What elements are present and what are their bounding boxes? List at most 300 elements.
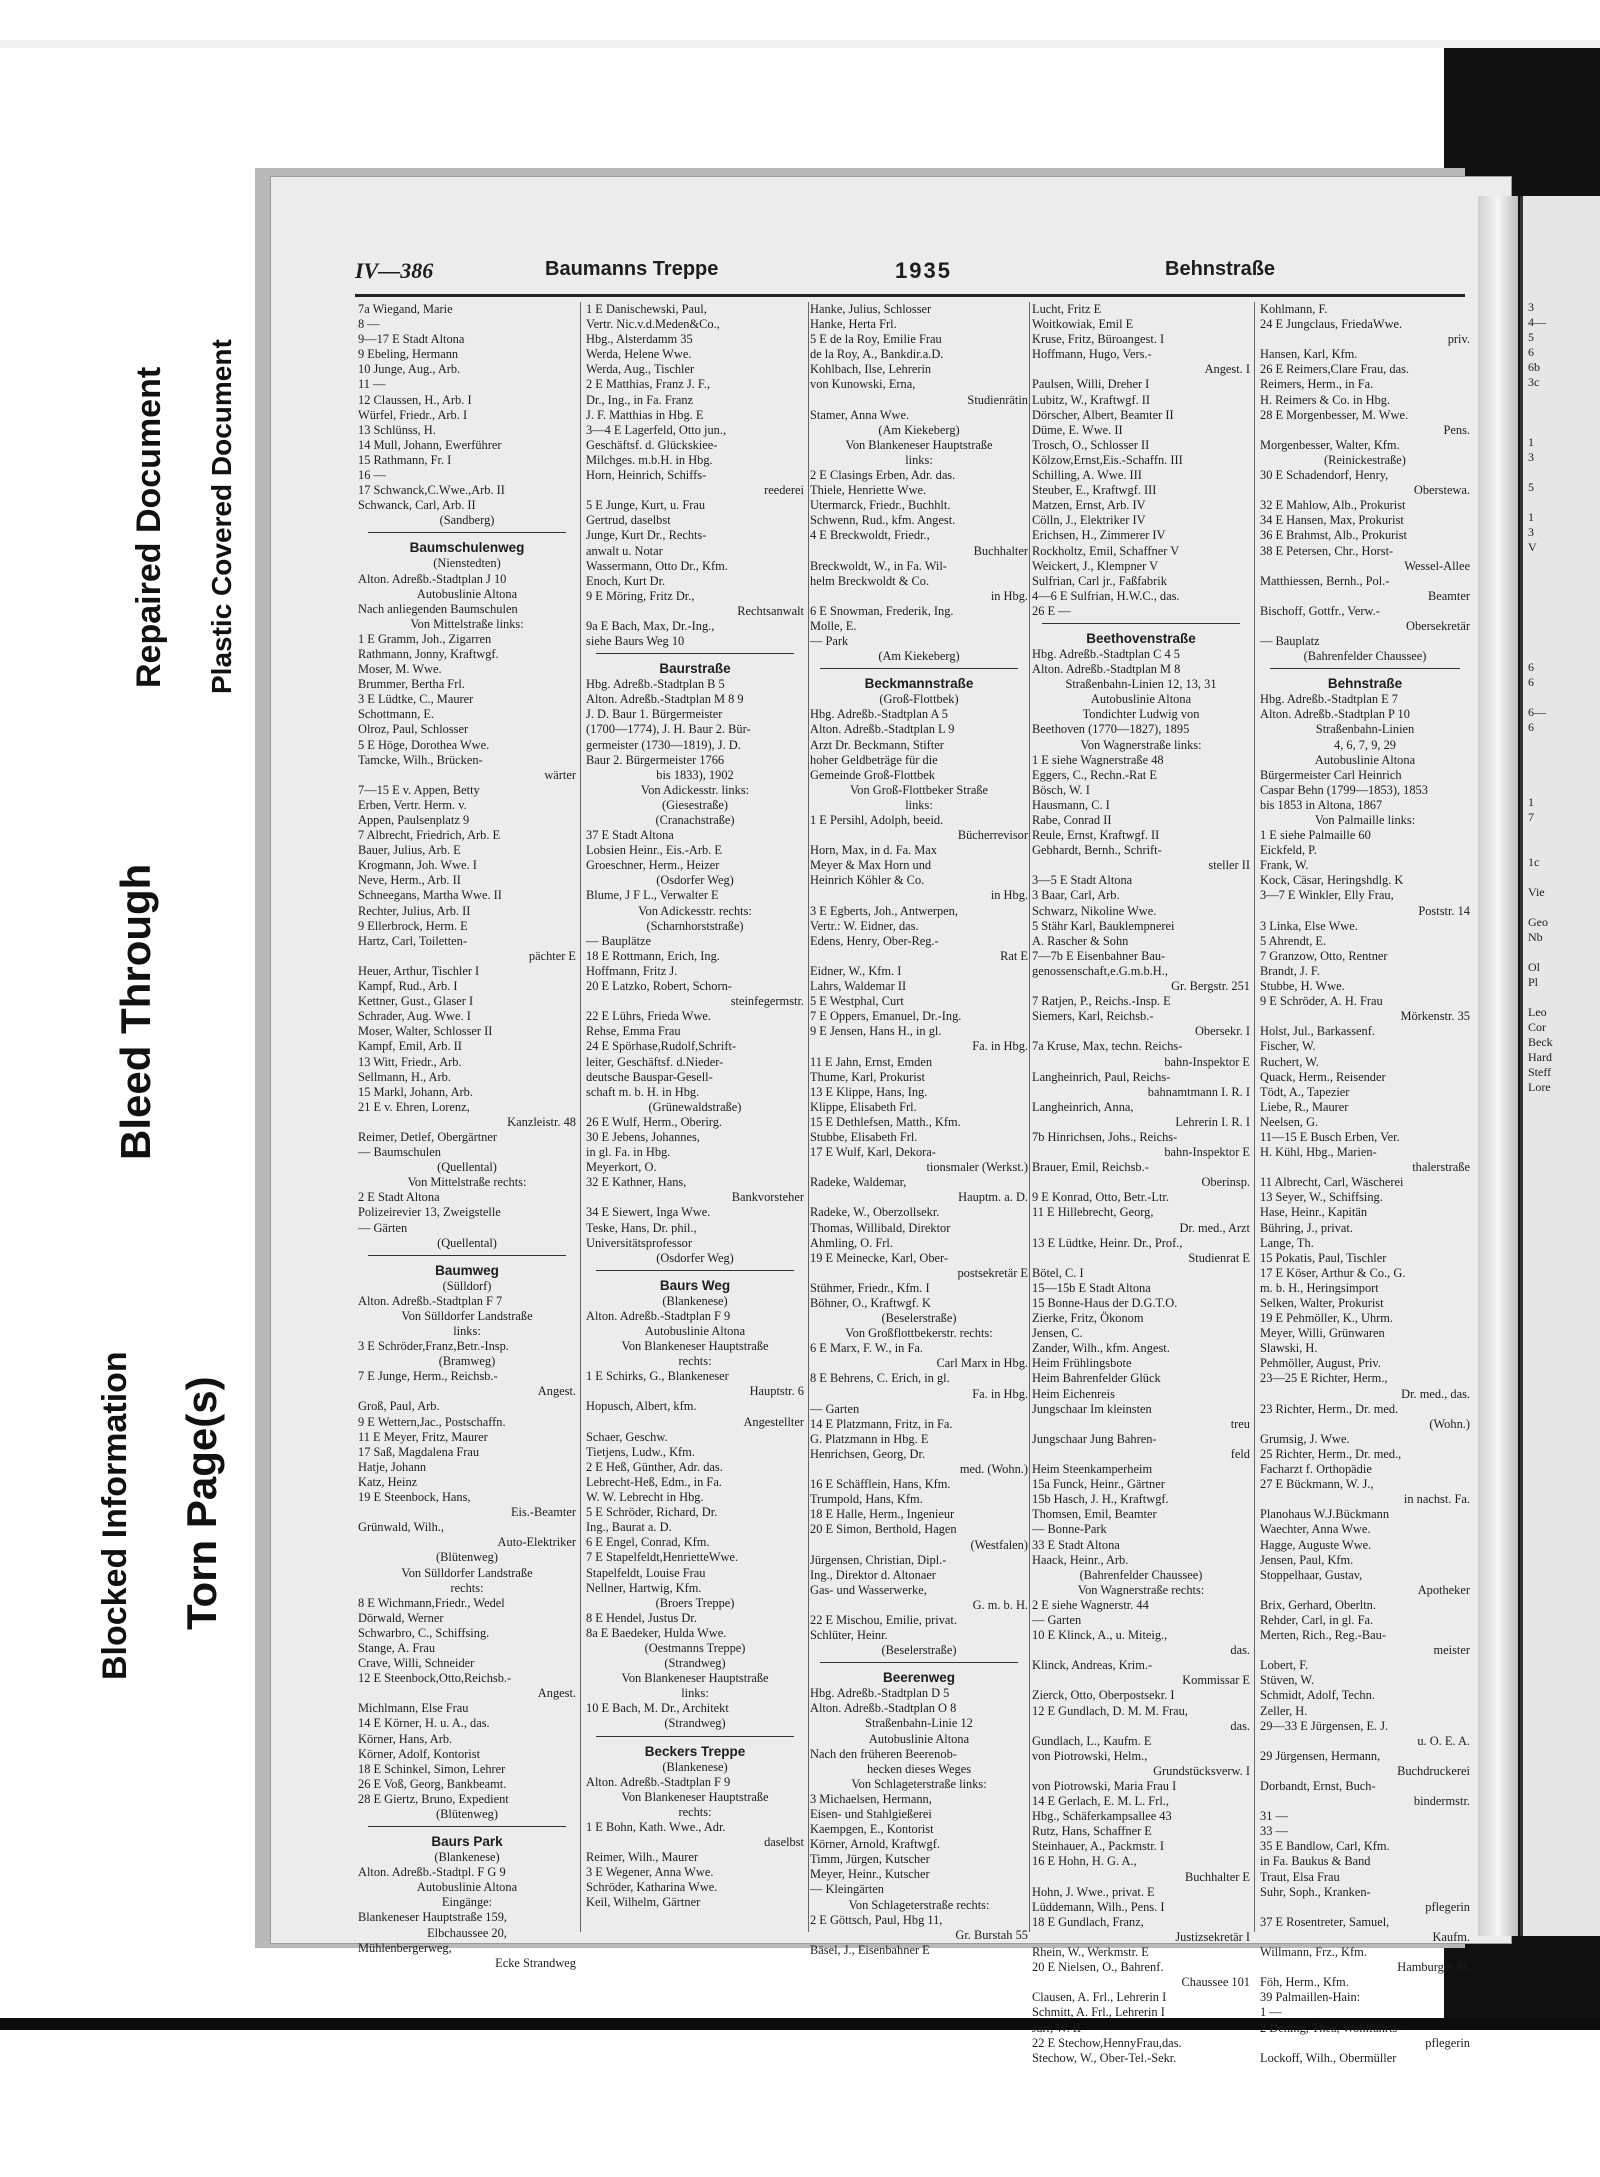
directory-entry: Hoffmann, Hugo, Vers.- (1032, 347, 1152, 362)
directory-entry: Von Großflottbekerstr. rechts: (845, 1326, 993, 1341)
directory-entry: Stechow, W., Ober-Tel.-Sekr. (1032, 2050, 1177, 2065)
directory-entry: 8 E Hendel, Justus Dr. (586, 1610, 697, 1625)
directory-entry: (Am Kiekeberg) (878, 422, 960, 437)
directory-entry: (Quellental) (437, 1235, 497, 1250)
directory-entry: siehe Baurs Weg 10 (586, 634, 685, 649)
directory-entry: Von Adickesstr. links: (640, 782, 750, 797)
directory-entry: Oberstewa. (1413, 483, 1470, 498)
directory-entry: 13 Seyer, W., Schiffsing. (1260, 1190, 1383, 1205)
column-divider (1029, 302, 1030, 1932)
directory-entry: Willmann, Frz., Kfm. (1260, 1945, 1367, 1960)
directory-entry: (Quellental) (437, 1160, 497, 1175)
facing-page-fragment: Steff (1528, 1065, 1552, 1079)
directory-entry: 20 E Simon, Berthold, Hagen (810, 1522, 957, 1537)
directory-entry: 15a Funck, Heinr., Gärtner (1032, 1477, 1165, 1492)
directory-entry: Bauer, Julius, Arb. E (358, 843, 461, 858)
directory-entry: Hbg. Adreßb.-Stadtplan D 5 (810, 1686, 950, 1701)
directory-entry: Autobuslinie Altona (868, 1731, 970, 1746)
directory-entry: 11 E Meyer, Fritz, Maurer (358, 1429, 488, 1444)
directory-entry: Mörkenstr. 35 (1400, 1009, 1470, 1024)
directory-entry: Haack, Heinr., Arb. (1032, 1552, 1129, 1567)
directory-entry: 16 — (358, 468, 386, 483)
directory-entry: Straßenbahn-Linien (1315, 722, 1415, 737)
directory-entry: Polizeirevier 13, Zweigstelle (358, 1205, 501, 1220)
directory-entry: Kaempgen, E., Kontorist (810, 1822, 934, 1837)
directory-entry: 34 E Siewert, Inga Wwe. (586, 1205, 711, 1220)
directory-entry: 3 Baar, Carl, Arb. (1032, 888, 1120, 903)
facing-page-fragment (1528, 585, 1598, 600)
directory-entry: 7 E Junge, Herm., Reichsb.- (358, 1369, 498, 1384)
facing-page-fragment: 6b (1528, 360, 1540, 374)
directory-column-4 (1032, 302, 1250, 2066)
directory-entry: Hbg. Adreßb.-Stadtplan A 5 (810, 707, 949, 722)
facing-page-fragment (1528, 495, 1598, 510)
directory-entry: Alton. Adreßb.-Stadtplan F 9 (586, 1774, 731, 1789)
column-divider (1254, 302, 1255, 1932)
directory-entry: Edens, Henry, Ober-Reg.- (810, 933, 939, 948)
directory-entry: Lebrecht-Heß, Edm., in Fa. (586, 1474, 722, 1489)
directory-entry: Nach den früheren Beerenob- (810, 1746, 957, 1761)
directory-entry: (Strandweg) (664, 1716, 726, 1731)
directory-entry: Gebhardt, Bernh., Schrift- (1032, 843, 1162, 858)
directory-entry: Planohaus W.J.Bückmann (1260, 1507, 1390, 1522)
directory-entry: Meyerkort, O. (586, 1160, 657, 1175)
directory-entry: 7 E Oppers, Emanuel, Dr.-Ing. (810, 1009, 962, 1024)
directory-entry: Hbg., Schäferkampsallee 43 (1032, 1809, 1172, 1824)
directory-entry: 28 E Giertz, Bruno, Expedient (358, 1791, 509, 1806)
directory-entry: Schwarbro, C., Schiffsing. (358, 1625, 490, 1640)
directory-entry: Alton. Adreßb.-Stadtplan J 10 (358, 571, 507, 586)
directory-entry: Angest. I (1204, 362, 1250, 377)
directory-entry: 3 Michaelsen, Hermann, (810, 1791, 932, 1806)
directory-entry: Jungschaar Jung Bahren- (1032, 1431, 1157, 1446)
directory-entry: 7 Albrecht, Friedrich, Arb. E (358, 828, 501, 843)
directory-entry: 3—4 E Lagerfeld, Otto jun., (586, 422, 727, 437)
directory-entry: Justizsekretär I (1175, 1929, 1250, 1944)
directory-entry: Gas- und Wasserwerke, (810, 1582, 927, 1597)
directory-entry: 9 Ellerbrock, Herm. E (358, 918, 468, 933)
directory-entry: Thiele, Henriette Wwe. (810, 483, 927, 498)
directory-entry: 7a Wiegand, Marie (358, 302, 453, 316)
directory-entry: anwalt u. Notar (586, 543, 663, 558)
directory-entry: Paulsen, Willi, Dreher I (1032, 377, 1150, 392)
facing-page-fragment: 4— (1528, 315, 1546, 329)
directory-entry: Quack, Herm., Reisender (1260, 1069, 1386, 1084)
directory-entry: (Osdorfer Weg) (656, 873, 734, 888)
directory-entry: Gundlach, L., Kaufm. E (1032, 1733, 1152, 1748)
directory-entry: 24 E Spörhase,Rudolf,Schrift- (586, 1039, 737, 1054)
directory-entry: Zierck, Otto, Oberpostsekr. I (1032, 1688, 1175, 1703)
directory-entry: G. Platzmann in Hbg. E (810, 1431, 929, 1446)
directory-entry: von Piotrowski, Maria Frau I (1032, 1779, 1177, 1793)
directory-entry: Molle, E. (810, 618, 857, 633)
directory-entry: Hamburger St. (1397, 1960, 1470, 1975)
directory-entry: 14 E Gerlach, E. M. L. Frl., (1032, 1794, 1169, 1809)
directory-entry: Stange, A. Frau (358, 1640, 436, 1655)
directory-entry: Keil, Wilhelm, Gärtner (586, 1895, 701, 1910)
facing-page-fragment (1528, 840, 1598, 855)
directory-entry: Nellner, Hartwig, Kfm. (586, 1580, 702, 1595)
directory-entry: Hbg. Adreßb.-Stadtplan B 5 (586, 677, 725, 692)
directory-entry: Liebe, R., Maurer (1260, 1099, 1349, 1114)
directory-entry: Böhner, O., Kraftwgf. K (810, 1296, 931, 1310)
directory-entry: Reimer, Wilh., Maurer (586, 1850, 698, 1865)
directory-entry: Hausmann, C. I (1032, 797, 1110, 812)
directory-entry: Oberinsp. (1201, 1175, 1250, 1190)
directory-entry: 36 E Brahmst, Alb., Prokurist (1260, 528, 1407, 543)
directory-entry: Caspar Behn (1799—1853), 1853 (1260, 782, 1428, 797)
directory-entry: Heim Frühlingsbote (1032, 1356, 1132, 1371)
directory-entry: 11—15 E Busch Erben, Ver. (1260, 1129, 1400, 1144)
facing-page-fragment (1528, 990, 1598, 1005)
label-repaired-document: Repaired Document (130, 366, 168, 688)
directory-entry: W. W. Lebrecht in Hbg. (586, 1490, 704, 1505)
directory-entry: bahnamtmann I. R. I (1147, 1084, 1250, 1099)
directory-entry: Wessel-Allee (1404, 558, 1470, 573)
directory-entry: feld (1230, 1446, 1250, 1461)
directory-entry: 30 E Schadendorf, Henry, (1260, 468, 1389, 483)
directory-entry: 4, 6, 7, 9, 29 (1334, 737, 1396, 752)
directory-entry: Buchhalter E (1184, 1869, 1250, 1884)
directory-entry: Lobsien Heinr., Eis.-Arb. E (586, 843, 722, 858)
directory-entry: Stubbe, H. Wwe. (1260, 979, 1345, 994)
directory-entry: 25 Richter, Herm., Dr. med., (1260, 1446, 1402, 1461)
directory-entry: tionsmaler (Werkst.) (926, 1160, 1028, 1175)
facing-page-fragment: Nb (1528, 930, 1543, 944)
directory-entry: Bürgermeister Carl Heinrich (1260, 767, 1402, 782)
facing-page-fragment (1528, 600, 1598, 615)
directory-entry: Stühmer, Friedr., Kfm. I (810, 1280, 930, 1295)
directory-entry: Trosch, O., Schlosser II (1032, 437, 1150, 452)
directory-entry: Chaussee 101 (1181, 1975, 1250, 1990)
directory-entry: Fischer, W. (1260, 1039, 1316, 1054)
directory-entry: Merten, Rich., Reg.-Bau- (1260, 1628, 1386, 1643)
directory-entry: Michlmann, Else Frau (358, 1701, 469, 1716)
facing-page-fragment: Pl (1528, 975, 1539, 989)
directory-entry: G. m. b. H. (972, 1597, 1028, 1612)
directory-entry: Alton. Adreßb.-Stadtplan L 9 (810, 722, 955, 737)
directory-entry: Reule, Ernst, Kraftwgf. II (1032, 828, 1160, 843)
directory-entry: 7—15 E v. Appen, Betty (358, 782, 480, 797)
directory-entry: Erichsen, H., Zimmerer IV (1032, 528, 1166, 543)
directory-entry: Schilling, A. Wwe. III (1032, 468, 1142, 483)
directory-entry: Hbg. Adreßb.-Stadtplan C 4 5 (1032, 646, 1180, 661)
directory-entry: (Sandberg) (439, 513, 495, 528)
directory-entry: daselbst (764, 1835, 804, 1849)
facing-page-fragment: 3 (1528, 300, 1534, 314)
directory-entry: 33 E Stadt Altona (1032, 1537, 1120, 1552)
directory-entry: Crave, Willi, Schneider (358, 1656, 475, 1671)
directory-entry: Radeke, W., Oberzollsekr. (810, 1205, 940, 1220)
directory-entry: 26 E Reimers,Clare Frau, das. (1260, 362, 1409, 377)
directory-entry: Kock, Cäsar, Heringshdlg. K (1260, 873, 1404, 888)
directory-entry: Klippe, Elisabeth Frl. (810, 1099, 917, 1114)
directory-entry: 17 E Wulf, Karl, Dekora- (810, 1145, 936, 1160)
scan-top-border (0, 40, 1600, 48)
facing-page-fragment: Hard (1528, 1050, 1552, 1064)
directory-entry: Bühring, J., privat. (1260, 1220, 1353, 1235)
directory-entry: 30 E Jebens, Johannes, (586, 1129, 700, 1144)
facing-page-fragment (1528, 405, 1598, 420)
facing-page-fragment (1528, 465, 1598, 480)
directory-entry: das. (1230, 1643, 1250, 1658)
directory-entry: Appen, Paulsenplatz 9 (358, 813, 470, 827)
street-heading: Beckmannstraße (864, 676, 974, 692)
directory-entry: pflegerin (1425, 1899, 1470, 1914)
directory-entry: Hanke, Herta Frl. (810, 317, 897, 332)
directory-column-2 (586, 302, 804, 1910)
directory-entry: Stüven, W. (1260, 1673, 1315, 1688)
directory-entry: Facharzt f. Orthopädie (1260, 1462, 1372, 1477)
facing-page-fragment: 5 (1528, 480, 1534, 494)
directory-entry: Hauptstr. 6 (749, 1384, 804, 1399)
directory-entry: Jensen, Paul, Kfm. (1260, 1552, 1354, 1567)
facing-page-fragment (1528, 735, 1598, 750)
directory-entry: u. O. E. A. (1417, 1733, 1470, 1748)
directory-entry: Lucht, Fritz E (1032, 302, 1102, 316)
directory-entry: 22 E Lührs, Frieda Wwe. (586, 1009, 712, 1024)
directory-entry: Katz, Heinz (358, 1474, 418, 1489)
directory-entry: (Wohn.) (1429, 1416, 1470, 1431)
directory-entry: Düme, E. Wwe. II (1032, 422, 1123, 437)
directory-entry: Pens. (1443, 422, 1470, 437)
directory-entry: 14 E Platzmann, Fritz, in Fa. (810, 1416, 953, 1431)
facing-page-fragment (1528, 570, 1598, 585)
directory-entry: (Bramweg) (438, 1354, 496, 1369)
directory-entry: Bischoff, Gottfr., Verw.- (1260, 603, 1380, 618)
directory-entry: J. D. Baur 1. Bürgermeister (586, 707, 723, 722)
directory-entry: meister (1433, 1643, 1470, 1658)
facing-page-fragment: 6 (1528, 660, 1534, 674)
directory-entry: Schmitt, A. Frl., Lehrerin I (1032, 2005, 1165, 2020)
column-divider (808, 302, 809, 1932)
facing-page-fragment (1528, 690, 1598, 705)
directory-entry: 2 E Stadt Altona (358, 1190, 440, 1205)
directory-entry: 3 E Wegener, Anna Wwe. (586, 1865, 714, 1880)
directory-entry: Cölln, J., Elektriker IV (1032, 513, 1146, 528)
directory-entry: 1 E Schirks, G., Blankeneser (586, 1369, 729, 1384)
facing-page-fragment: 6 (1528, 720, 1534, 734)
directory-entry: in Hbg. (990, 888, 1028, 903)
directory-entry: Eis.-Beamter (510, 1505, 576, 1520)
directory-entry: 18 E Gundlach, Franz, (1032, 1914, 1144, 1929)
directory-entry: Autobuslinie Altona (1314, 752, 1416, 767)
facing-page-fragment: 1 (1528, 435, 1534, 449)
directory-entry: Lockoff, Wilh., Obermüller (1260, 2050, 1397, 2065)
directory-entry: Jungschaar Im kleinsten (1032, 1401, 1152, 1416)
section-rule (1270, 668, 1460, 669)
directory-entry: m. b. H., Heringsimport (1260, 1280, 1379, 1295)
directory-entry: Kampf, Emil, Arb. II (358, 1039, 462, 1054)
book-gutter (1478, 196, 1518, 1936)
directory-entry: Jensen, C. (1032, 1326, 1083, 1341)
directory-entry: Langheinrich, Anna, (1032, 1099, 1134, 1114)
directory-entry: 12 E Steenbock,Otto,Reichsb.- (358, 1671, 512, 1686)
directory-entry: Schrader, Aug. Wwe. I (358, 1009, 471, 1024)
facing-page-fragment: 1 (1528, 510, 1534, 524)
directory-entry: Lobert, F. (1260, 1658, 1309, 1673)
facing-page-fragment (1528, 765, 1598, 780)
directory-entry: Eingänge: (441, 1895, 493, 1910)
directory-entry: Buchhalter (973, 543, 1028, 558)
facing-page-fragment (1528, 390, 1598, 405)
directory-entry: Ecke Strandweg (495, 1955, 576, 1970)
directory-entry: de la Roy, A., Bankdir.a.D. (810, 347, 944, 362)
directory-entry: Obersekr. I (1194, 1024, 1250, 1039)
directory-entry: 3 E Schröder,Franz,Betr.-Insp. (358, 1339, 509, 1354)
directory-entry: 10 E Klinck, A., u. Miteig., (1032, 1628, 1168, 1643)
directory-entry: Heim Bahrenfelder Glück (1032, 1371, 1161, 1386)
directory-entry: in gl. Fa. in Hbg. (586, 1145, 671, 1160)
directory-entry: Siemers, Karl, Reichsb.- (1032, 1009, 1154, 1024)
directory-entry: Heim Steenkamperheim (1032, 1462, 1153, 1477)
directory-entry: Lubitz, W., Kraftwgf. II (1032, 392, 1151, 407)
directory-entry: 5 Ahrendt, E. (1260, 933, 1327, 948)
directory-entry: Suhr, Soph., Kranken- (1260, 1884, 1371, 1899)
directory-entry: 9 Ebeling, Hermann (358, 347, 459, 362)
directory-entry: (Giesestraße) (661, 797, 729, 812)
directory-entry: 7 Granzow, Otto, Rentner (1260, 948, 1388, 963)
directory-entry: — Gärten (358, 1220, 408, 1235)
directory-entry: Gertrud, daselbst (586, 513, 671, 528)
directory-entry: 17 Saß, Magdalena Frau (358, 1444, 480, 1459)
directory-entry: med. (Wohn.) (959, 1462, 1028, 1477)
directory-entry: 15 Markl, Johann, Arb. (358, 1084, 473, 1099)
directory-entry: Grünwald, Wilh., (358, 1520, 444, 1535)
directory-entry: 18 E Rottmann, Erich, Ing. (586, 948, 720, 963)
directory-entry: Studienrat E (1188, 1250, 1250, 1265)
facing-page-fragment (1528, 900, 1598, 915)
directory-entry: — Bauplätze (586, 933, 652, 948)
facing-page-fragment: Cor (1528, 1020, 1546, 1034)
directory-entry: — Baumschulen (358, 1145, 441, 1160)
facing-page-fragment (1528, 630, 1598, 645)
section-rule (1042, 623, 1240, 624)
directory-entry: 17 E Köser, Arthur & Co., G. (1260, 1265, 1406, 1280)
directory-entry: Eidner, W., Kfm. I (810, 963, 902, 978)
section-rule (820, 668, 1018, 669)
directory-entry: Breckwoldt, W., in Fa. Wil- (810, 558, 947, 573)
directory-entry: Rehse, Emma Frau (586, 1024, 681, 1039)
facing-page-fragment (1528, 555, 1598, 570)
directory-entry: Dörscher, Albert, Beamter II (1032, 407, 1174, 422)
facing-page-fragment (1528, 615, 1598, 630)
directory-entry: 13 E Klippe, Hans, Ing. (810, 1084, 928, 1099)
directory-entry: Straßenbahn-Linien 12, 13, 31 (1065, 677, 1217, 692)
directory-entry: Hansen, Karl, Kfm. (1260, 347, 1358, 362)
facing-page-fragment: 3 (1528, 525, 1534, 539)
facing-page-fragment (1528, 420, 1598, 435)
directory-entry: 15 E Dethlefsen, Matth., Kfm. (810, 1114, 961, 1129)
directory-entry: (Blütenweg) (436, 1807, 498, 1821)
directory-entry: Stoppelhaar, Gustav, (1260, 1567, 1363, 1582)
directory-entry: 1 — (1260, 2005, 1282, 2020)
directory-entry: Kanzleistr. 48 (507, 1114, 576, 1129)
directory-entry: pflegerin (1425, 2035, 1470, 2050)
directory-entry: (1700—1774), J. H. Baur 2. Bür- (586, 722, 751, 737)
directory-entry: 34 E Hansen, Max, Prokurist (1260, 513, 1404, 528)
directory-entry: (Osdorfer Weg) (656, 1250, 734, 1265)
facing-page-fragment (1528, 750, 1598, 765)
directory-entry: Schottmann, E. (358, 707, 435, 722)
directory-entry: Frank, W. (1260, 858, 1309, 873)
directory-entry: Moser, Walter, Schlosser II (358, 1024, 493, 1039)
directory-entry: Horn, Max, in d. Fa. Max (810, 843, 937, 858)
facing-page-fragment: 6 (1528, 675, 1534, 689)
directory-entry: 7 E Stapelfeldt,HenrietteWwe. (586, 1550, 739, 1565)
directory-entry: Stamer, Anna Wwe. (810, 407, 910, 422)
facing-page-fragment: 6 (1528, 345, 1534, 359)
directory-entry: 15 Pokatis, Paul, Tischler (1260, 1250, 1387, 1265)
facing-page-fragment (1528, 825, 1598, 840)
directory-entry: 22 E Stechow,HennyFrau,das. (1032, 2035, 1182, 2050)
directory-entry: Lehrerin I. R. I (1175, 1114, 1250, 1129)
directory-entry: Würfel, Friedr., Arb. I (358, 407, 468, 422)
directory-entry: Körner, Arnold, Kraftwgf. (810, 1837, 940, 1852)
directory-entry: Auto-Elektriker (497, 1535, 576, 1550)
directory-entry: Hase, Heinr., Kapitän (1260, 1205, 1368, 1220)
directory-entry: links: (453, 1324, 481, 1338)
directory-entry: 37 E Rosentreter, Samuel, (1260, 1914, 1390, 1929)
directory-entry: 32 E Kathner, Hans, (586, 1175, 687, 1190)
directory-entry: Tondichter Ludwig von (1082, 707, 1200, 722)
directory-entry: Hoffmann, Fritz J. (586, 963, 678, 978)
directory-entry: Reimer, Detlef, Obergärtner (358, 1129, 497, 1144)
directory-entry: Vertr.: W. Eidner, das. (810, 918, 919, 933)
facing-page-fragment: 3c (1528, 375, 1540, 389)
directory-entry: (Sülldorf) (442, 1278, 492, 1293)
directory-entry: Neelsen, G. (1260, 1114, 1319, 1129)
facing-page-fragment: Ol (1528, 960, 1540, 974)
directory-entry: Nach anliegenden Baumschulen (358, 601, 518, 616)
directory-entry: 28 E Morgenbesser, M. Wwe. (1260, 407, 1409, 422)
page-header (355, 258, 1455, 292)
section-rule (368, 1255, 566, 1256)
facing-page-fragment: 3 (1528, 450, 1534, 464)
directory-entry: 7—7b E Eisenbahner Bau- (1032, 948, 1166, 963)
directory-entry: reederei (764, 483, 804, 498)
directory-entry: (Strandweg) (664, 1656, 726, 1671)
directory-entry: Von Wagnerstraße links: (1080, 737, 1202, 752)
directory-entry: Groeschner, Herm., Heizer (586, 858, 720, 873)
facing-page-fragment: V (1528, 540, 1537, 554)
directory-entry: 1 E Bohn, Kath. Wwe., Adr. (586, 1819, 726, 1834)
directory-entry: rechts: (678, 1354, 712, 1369)
label-blocked-information: Blocked Information (96, 1351, 134, 1680)
directory-entry: Jürgensen, Christian, Dipl.- (810, 1552, 947, 1567)
directory-entry: Lüddemann, Wilh., Pens. I (1032, 1899, 1165, 1914)
directory-entry: Von Adickesstr. rechts: (638, 903, 752, 918)
directory-entry: Schlüter, Heinr. (810, 1628, 888, 1643)
directory-entry: 3 E Lüdtke, C., Maurer (358, 692, 474, 707)
directory-entry: — Bauplatz (1260, 634, 1320, 649)
facing-page-fragment (1528, 870, 1598, 885)
directory-entry: 12 Claussen, H., Arb. I (358, 392, 472, 407)
directory-entry: Olroz, Paul, Schlosser (358, 722, 469, 737)
directory-entry: A. Rascher & Sohn (1032, 933, 1129, 948)
directory-column-1 (358, 302, 576, 1971)
directory-entry: 16 E Schäfflein, Hans, Kfm. (810, 1477, 951, 1492)
directory-entry: Neve, Herm., Arb. II (358, 873, 461, 888)
directory-entry: 2 E Heß, Günther, Adr. das. (586, 1459, 723, 1474)
facing-page-fragment: 7 (1528, 810, 1534, 824)
directory-entry: 6 E Snowman, Frederik, Ing. (810, 603, 954, 618)
directory-entry: Kettner, Gust., Glaser I (358, 994, 474, 1009)
directory-entry: Milchges. m.b.H. in Hbg. (586, 452, 713, 467)
directory-entry: 13 Witt, Friedr., Arb. (358, 1054, 462, 1069)
directory-entry: Brummer, Bertha Frl. (358, 677, 465, 692)
directory-entry: Schneegans, Martha Wwe. II (358, 888, 502, 903)
